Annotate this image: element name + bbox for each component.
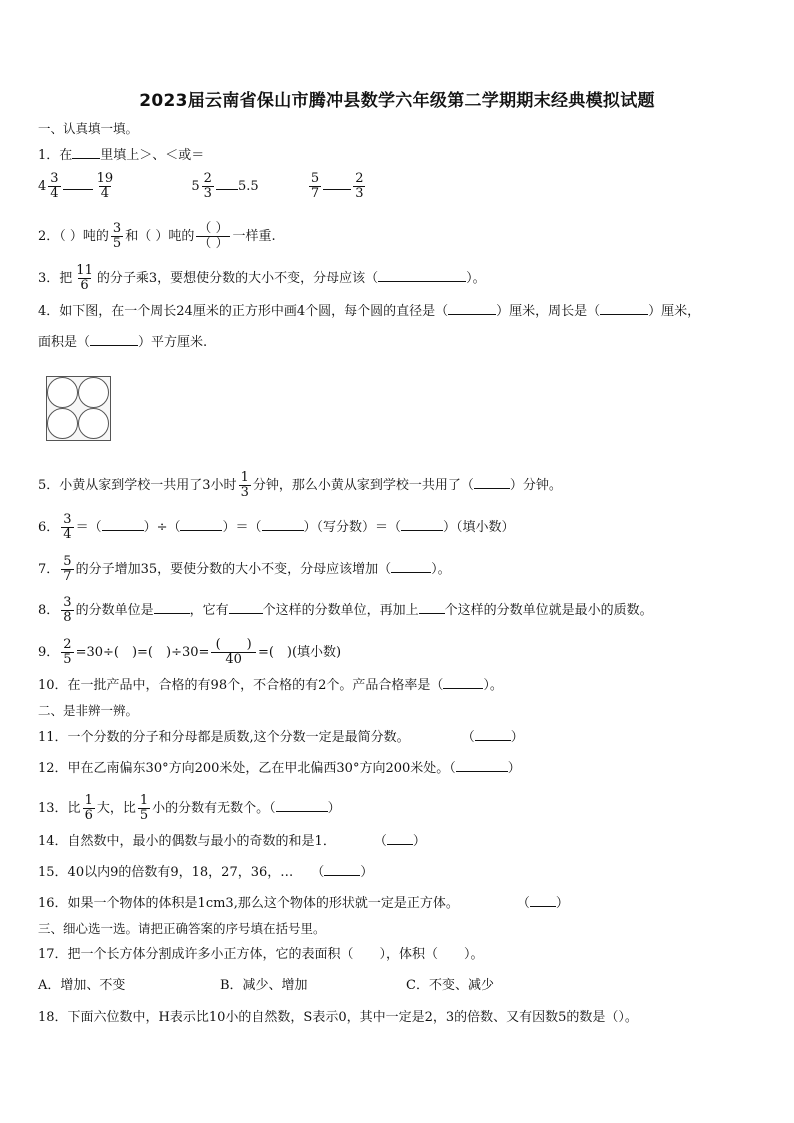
square-with-four-circles-figure — [46, 376, 111, 441]
question-6: 6． $\frac{3}{4}$ ＝（ ）÷（ ）＝（ ）（写分数）＝（ ）（填小数） — [38, 512, 515, 542]
section-heading-3: 三、细心选一选。请把正确答案的序号填在括号里。 — [38, 921, 326, 936]
answer-blank[interactable] — [530, 894, 556, 907]
answer-blank[interactable] — [229, 601, 263, 614]
answer-blank[interactable] — [474, 476, 510, 489]
answer-blank[interactable] — [387, 832, 413, 845]
circle-shape — [47, 408, 78, 439]
option-b[interactable]: B．减少、增加 — [220, 978, 308, 993]
question-5: 5．小黄从家到学校一共用了3小时 $\frac{1}{3}$ 分钟，那么小黄从家到学校一共用了（ ）分钟。 — [38, 470, 562, 500]
section-heading-1: 一、认真填一填。 — [38, 121, 139, 136]
answer-blank[interactable] — [216, 177, 238, 190]
question-14: 14．自然数中，最小的偶数与最小的奇数的和是1． （ ） — [38, 834, 426, 849]
answer-blank[interactable] — [154, 601, 190, 614]
compare-item-c: $\frac{5}{7}$ $\frac{2}{3}$ — [310, 171, 364, 201]
answer-blank[interactable] — [323, 177, 351, 190]
question-15: 15．40以内9的倍数有9，18，27，36，… （ ） — [38, 865, 374, 880]
answer-blank[interactable] — [600, 302, 648, 315]
question-1: 1．在 里填上＞、＜或＝ — [38, 148, 205, 163]
question-12: 12．甲在乙南偏东30°方向200米处，乙在甲北偏西30°方向200米处。（ ） — [38, 761, 521, 776]
answer-blank[interactable] — [456, 759, 508, 772]
answer-blank[interactable] — [72, 146, 100, 159]
question-9: 9． $\frac{2}{5}$ =30÷( )=( )÷30= $\frac{( )}{40}$ =( )(填小数) — [38, 637, 342, 667]
compare-item-b: 5 $\frac{2}{3}$ 5.5 — [191, 171, 259, 201]
question-3: 3．把 $\frac{11}{6}$ 的分子乘3，要想使分数的大小不变，分母应该（ ）。 — [38, 263, 486, 293]
answer-blank[interactable] — [378, 269, 466, 282]
answer-blank[interactable] — [401, 518, 443, 531]
question-17-options — [38, 977, 494, 995]
compare-item-a: 4 $\frac{3}{4}$ $\frac{19}{4}$ — [38, 171, 114, 201]
answer-blank[interactable] — [419, 601, 445, 614]
circle-shape — [47, 377, 78, 408]
question-7: 7． $\frac{5}{7}$ 的分子增加35，要使分数的大小不变，分母应该增加（ ）。 — [38, 554, 451, 584]
circle-shape — [78, 408, 109, 439]
page-title: 2023届云南省保山市腾冲县数学六年级第二学期期末经典模拟试题 — [139, 91, 655, 111]
question-13: 13．比 $\frac{1}{6}$ 大，比 $\frac{1}{5}$ 小的分数有无数个。（ ） — [38, 793, 341, 823]
question-8: 8． $\frac{3}{8}$ 的分数单位是 ，它有 个这样的分数单位，再加上 个这样的分数单位就是最小的质数。 — [38, 595, 653, 625]
answer-blank[interactable] — [448, 302, 496, 315]
circle-shape — [78, 377, 109, 408]
answer-blank[interactable] — [90, 333, 138, 346]
answer-blank[interactable] — [102, 518, 144, 531]
question-2: 2．（ ）吨的 $\frac{3}{5}$ 和（ ）吨的 $\frac{( )}{( )}$ 一样重. — [38, 221, 276, 251]
question-4: 4．如下图，在一个周长24厘米的正方形中画4个圆，每个圆的直径是（ ）厘米，周长是（ ）厘米， — [38, 304, 701, 319]
answer-blank[interactable] — [180, 518, 222, 531]
answer-blank[interactable] — [276, 799, 328, 812]
option-a[interactable]: A．增加、不变 — [38, 978, 126, 993]
question-1-items — [38, 172, 367, 201]
question-17: 17．把一个长方体分割成许多小正方体，它的表面积（ ），体积（ ）。 — [38, 947, 484, 962]
answer-blank[interactable] — [391, 560, 431, 573]
answer-blank[interactable] — [63, 177, 93, 190]
answer-blank[interactable] — [443, 676, 483, 689]
question-16: 16．如果一个物体的体积是1cm3,那么这个物体的形状就一定是正方体。 （ ） — [38, 896, 569, 911]
question-4-cont: 面积是（ ）平方厘米. — [38, 335, 208, 350]
option-c[interactable]: C．不变、减少 — [406, 978, 494, 993]
question-18: 18．下面六位数中，H表示比10小的自然数，S表示0，其中一定是2，3的倍数、又有因数5的数是（）。 — [38, 1010, 638, 1025]
question-11: 11．一个分数的分子和分母都是质数,这个分数一定是最简分数。 （ ） — [38, 730, 524, 745]
answer-blank[interactable] — [324, 863, 360, 876]
answer-blank[interactable] — [475, 728, 511, 741]
answer-blank[interactable] — [262, 518, 304, 531]
question-10: 10．在一批产品中，合格的有98个，不合格的有2个。产品合格率是（ ）。 — [38, 678, 503, 693]
section-heading-2: 二、是非辨一辨。 — [38, 703, 139, 718]
